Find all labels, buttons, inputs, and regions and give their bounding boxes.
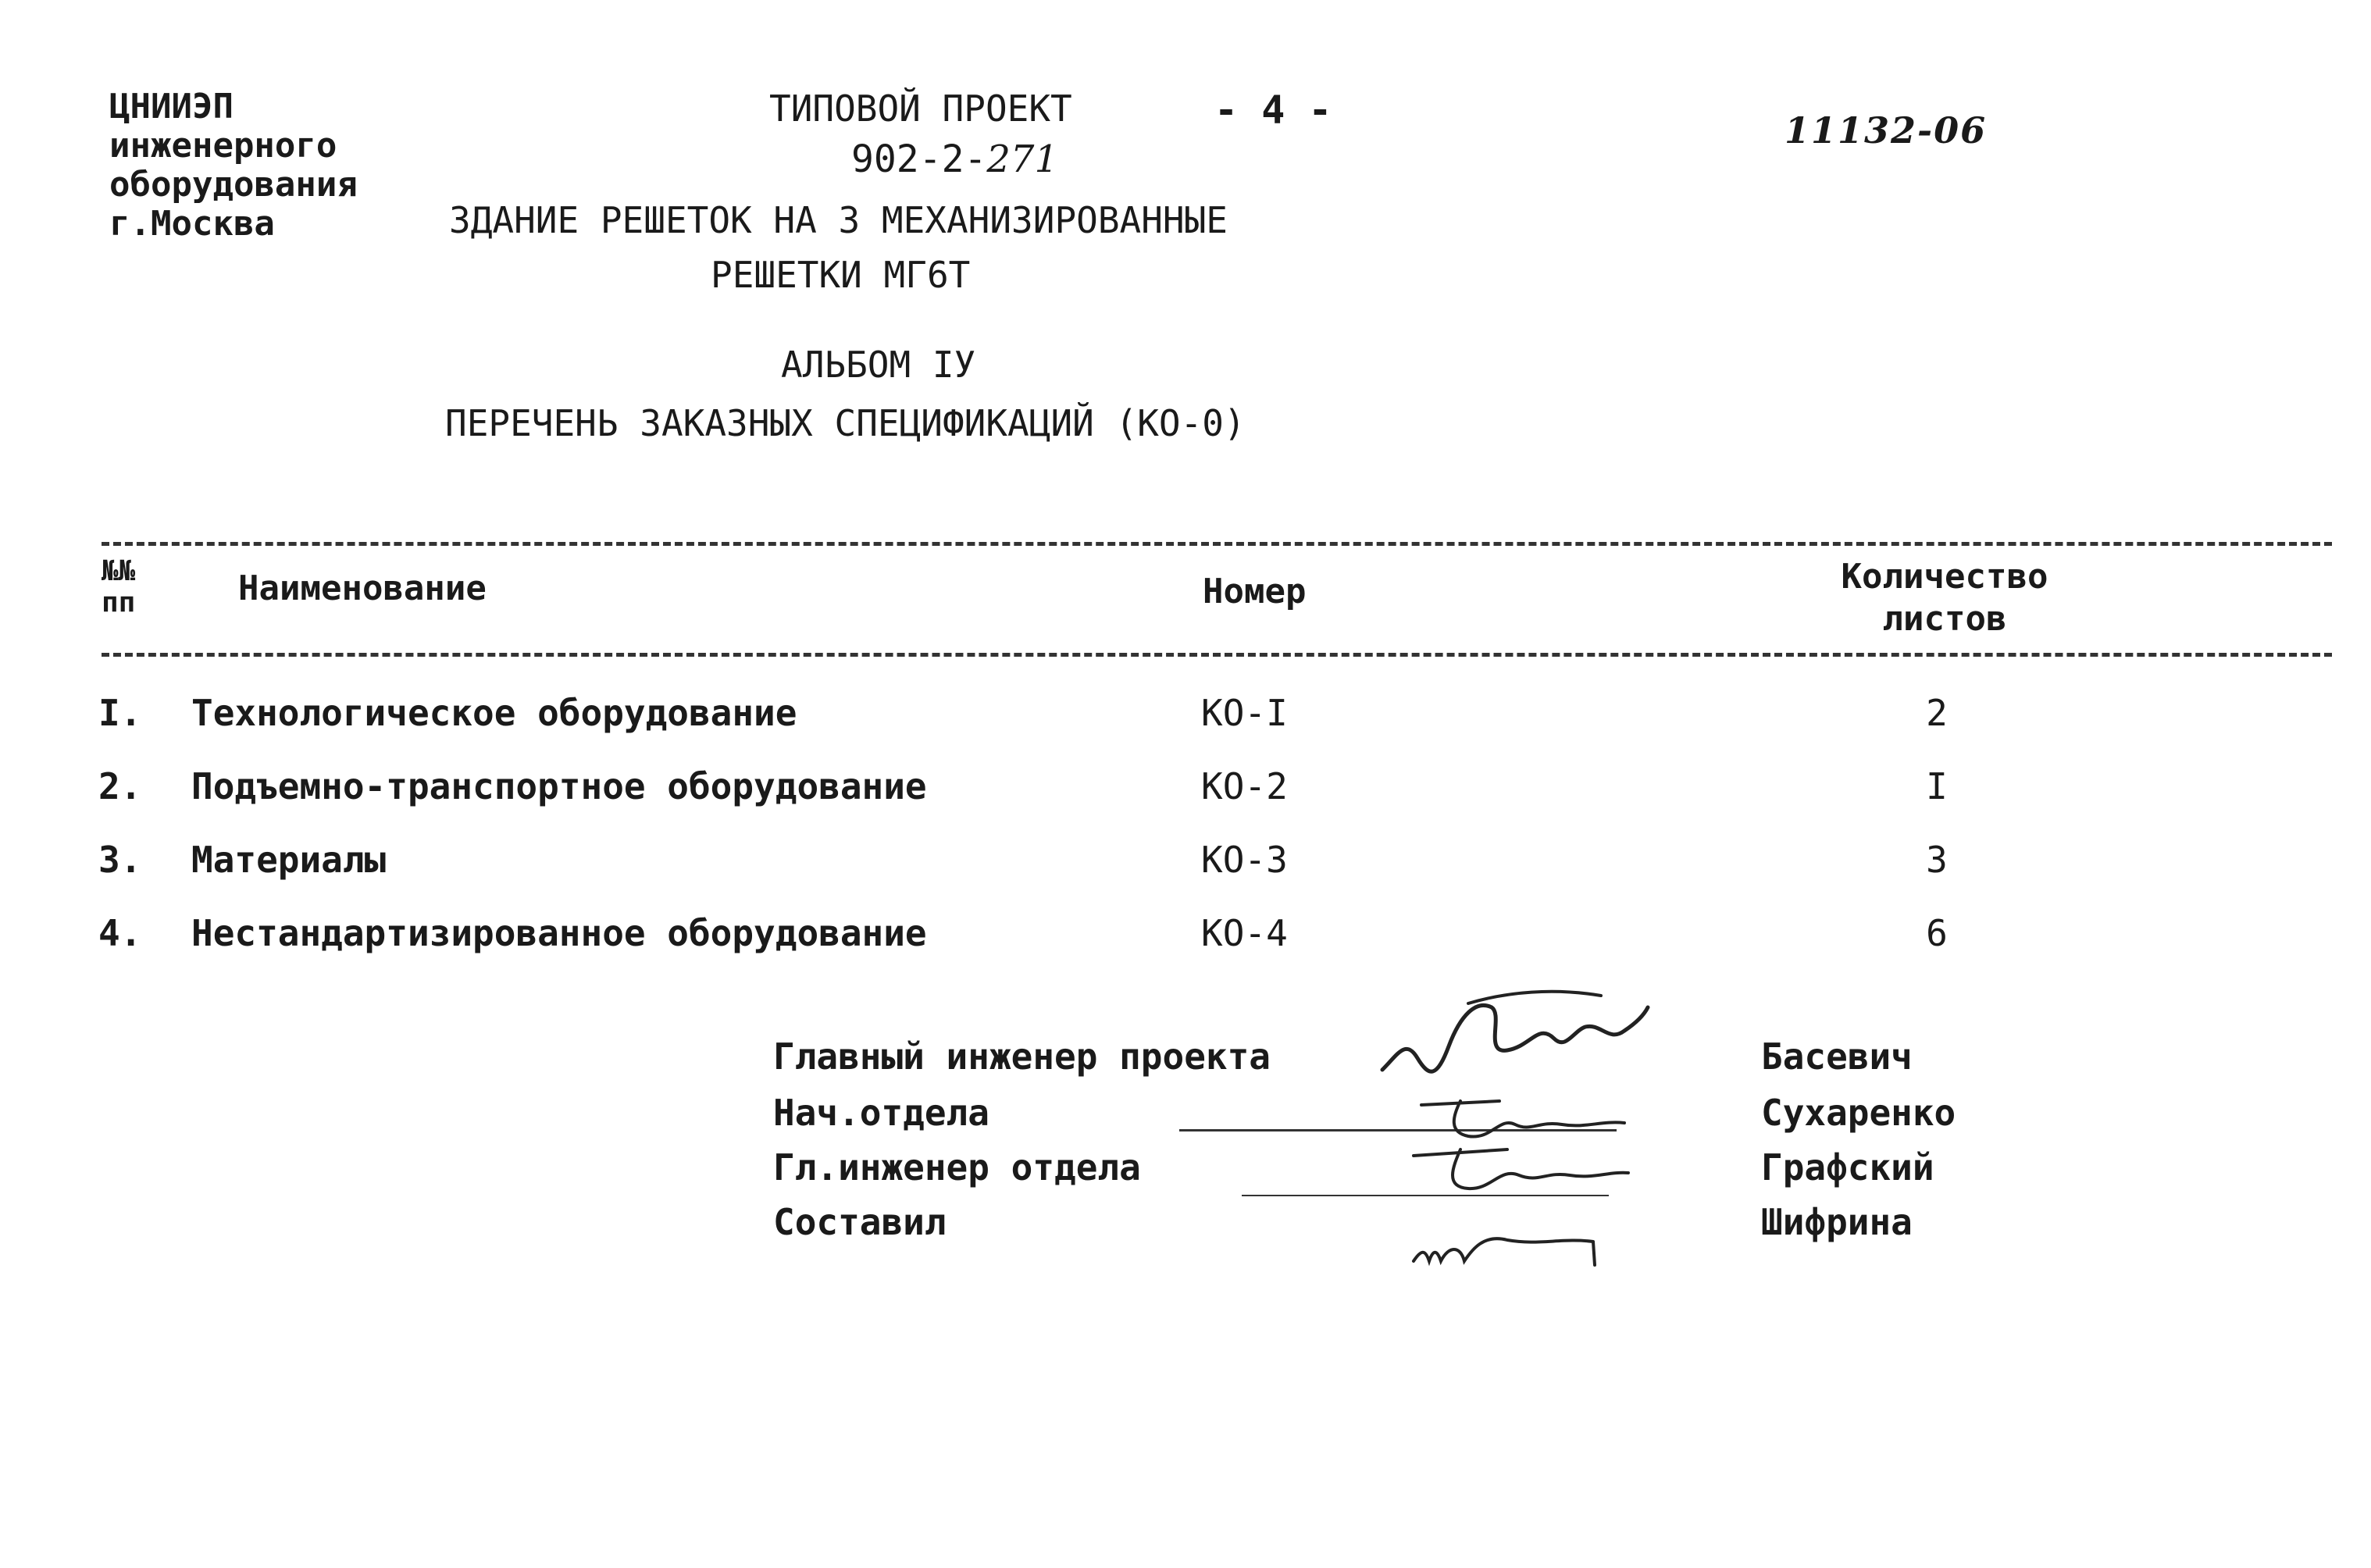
table-row [0, 912, 2371, 975]
column-header-sheets-line2: листов [1882, 599, 2007, 639]
project-number [851, 137, 1058, 181]
signature-role: Главный инженер проекта [773, 1035, 1271, 1078]
page-number: - 4 - [1214, 87, 1332, 133]
column-header-sheets [1812, 556, 2077, 640]
row-sheets: I [1926, 765, 1948, 807]
column-header-number [102, 556, 135, 618]
signature-person: Сухаренко [1761, 1092, 1956, 1134]
organization-line: г.Москва [109, 204, 275, 244]
table-header-rule [102, 653, 2332, 657]
organization-block [109, 87, 358, 244]
row-number: 2. [98, 765, 142, 807]
row-name: Материалы [191, 839, 387, 881]
building-title-line2: РЕШЕТКИ МГ6Т [711, 254, 971, 296]
signature-scrawl-chief-engineer [1374, 984, 1656, 1093]
row-name: Технологическое оборудование [191, 692, 797, 734]
signature-person: Шифрина [1761, 1201, 1913, 1243]
row-code: КО-4 [1201, 912, 1288, 954]
table-row [0, 839, 2371, 901]
signature-role: Составил [773, 1201, 947, 1243]
row-number: I. [98, 692, 142, 734]
row-number: 3. [98, 839, 142, 881]
list-title: ПЕРЕЧЕНЬ ЗАКАЗНЫХ СПЕЦИФИКАЦИЙ (КО-0) [445, 402, 1246, 444]
project-number-suffix: 271 [986, 137, 1059, 181]
column-header-code: Номер [1203, 572, 1307, 611]
project-type-label: ТИПОВОЙ ПРОЕКТ [769, 87, 1072, 130]
signature-person: Графский [1761, 1146, 1934, 1188]
signature-scrawl-compiler [1406, 1218, 1624, 1273]
column-header-number-line1: №№ [102, 555, 136, 587]
row-sheets: 6 [1926, 912, 1948, 954]
project-number-prefix: 902-2- [851, 137, 987, 181]
row-code: КО-2 [1201, 765, 1288, 807]
column-header-sheets-line1: Количество [1841, 557, 2048, 597]
signature-role: Нач.отдела [773, 1092, 989, 1134]
signature-person: Басевич [1761, 1035, 1913, 1078]
row-number: 4. [98, 912, 142, 954]
row-sheets: 3 [1926, 839, 1948, 881]
building-title-line1: ЗДАНИЕ РЕШЕТОК НА 3 МЕХАНИЗИРОВАННЫЕ [449, 199, 1228, 241]
column-header-number-line2: пп [102, 586, 136, 618]
organization-line: ЦНИИЭП [109, 87, 234, 127]
signature-role: Гл.инженер отдела [773, 1146, 1141, 1188]
table-row [0, 765, 2371, 828]
table-top-rule [102, 542, 2332, 546]
signature-scrawl-chief-engineer-department [1390, 1140, 1640, 1203]
row-name: Нестандартизированное оборудование [191, 912, 927, 954]
row-name: Подъемно-транспортное оборудование [191, 765, 927, 807]
row-code: КО-3 [1201, 839, 1288, 881]
table-row [0, 692, 2371, 754]
album-title: АЛЬБОМ IУ [781, 344, 976, 386]
organization-line: инженерного [109, 126, 337, 166]
reference-code: 11132-06 [1784, 109, 1988, 151]
row-code: КО-I [1201, 692, 1288, 734]
row-sheets: 2 [1926, 692, 1948, 734]
organization-line: оборудования [109, 165, 358, 205]
column-header-name: Наименование [238, 568, 487, 608]
